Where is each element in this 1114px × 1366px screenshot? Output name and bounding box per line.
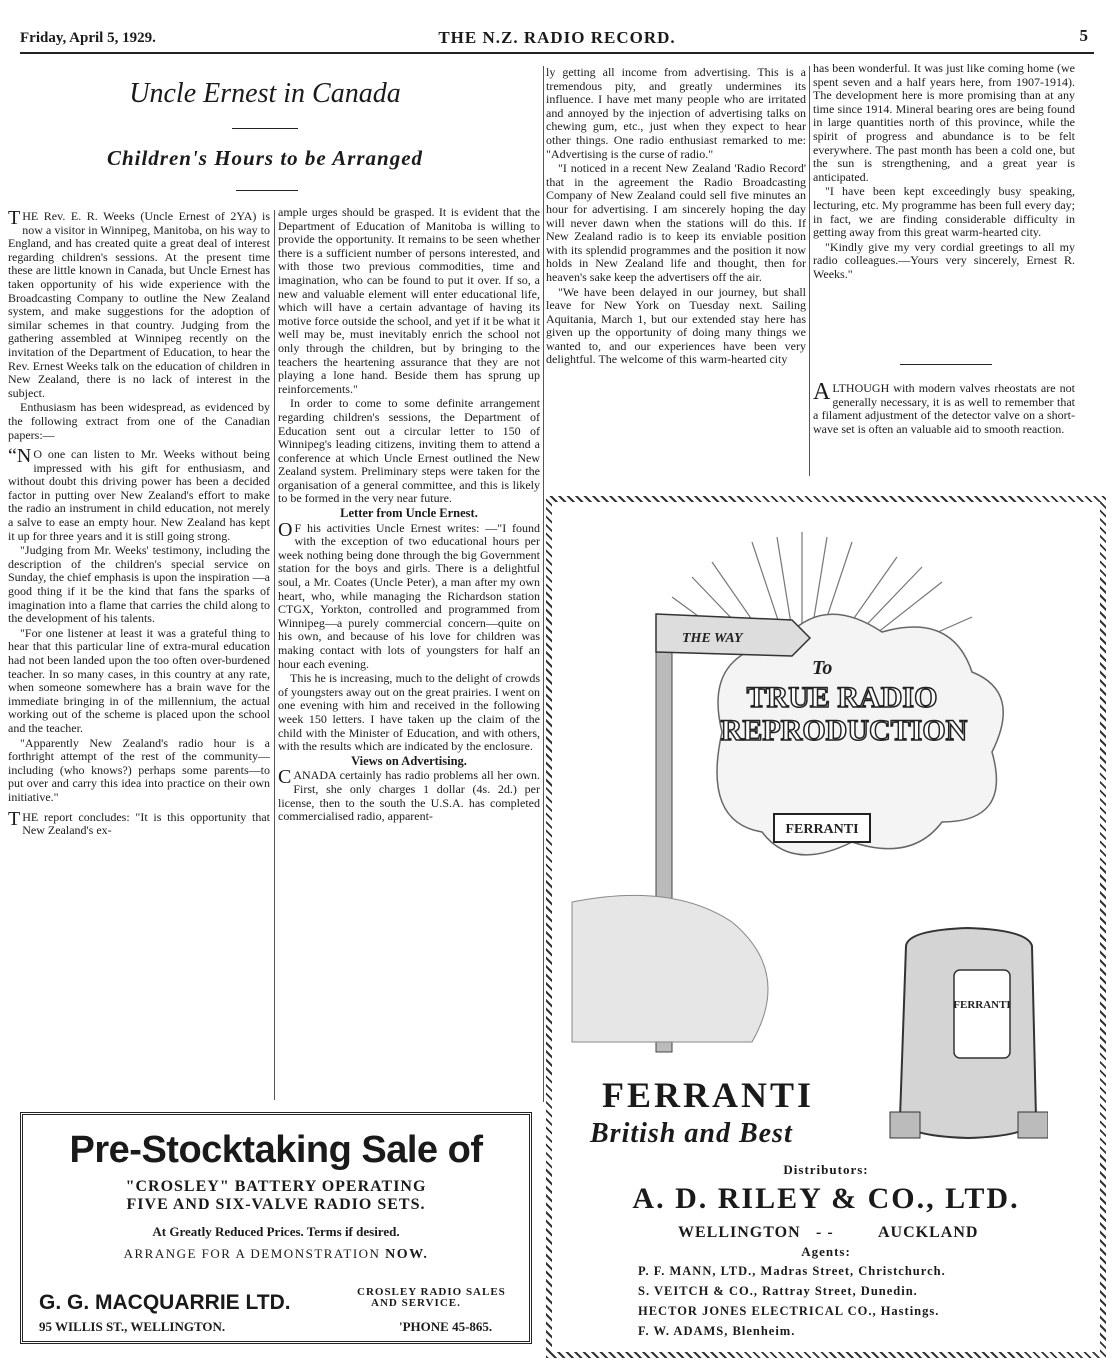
issue-date: Friday, April 5, 1929. xyxy=(20,30,156,46)
article-column-1 xyxy=(8,210,270,1102)
ferranti-tagline: British and Best xyxy=(590,1118,793,1149)
ground-shape xyxy=(572,895,768,1042)
product-label: FERRANTI xyxy=(953,999,1011,1011)
para-enthusiasm: Enthusiasm has been widespread, as evidenced by the following extract from one of the Canadian papers:— xyxy=(8,400,270,442)
agent-veitch: S. VEITCH & CO., Rattray Street, Dunedin. xyxy=(638,1284,918,1298)
para-quote-start: “N O one can listen to Mr. Weeks without being impressed with his gift for enthusiasm, and without doubt this driving power has been a decided factor in putting over New Zealand's effort to make the radio an instrument in child education, not merely a salve to ease an empty hour. New Zealand has kept it up for three years and it is still going strong. xyxy=(8,445,270,543)
para-noticed: "I noticed in a recent New Zealand 'Radio Record' that in the agreement the Radio Broadcasting Company of New Zealand could sell five minutes an hour for advertising. I am sincerely hoping the day will never dawn when the stations will do this. If New Zealand radio is to keep its enviable position with its splendid programmes and the position it now holds in New Zealand life and thought, then for heaven's sake keep the advertisers off the air. xyxy=(546,161,806,284)
para-apparently: "Apparently New Zealand's radio hour is a forthright attempt of the rest of the community—including (who knows?) perhaps some parents—to put over and carry this idea into practice on their own initiative." xyxy=(8,735,270,804)
signpost-text: THE WAY xyxy=(682,631,743,646)
to-text: To xyxy=(812,657,833,679)
distributors-label: Distributors: xyxy=(783,1162,869,1177)
para-report: THE report concludes: "It is this opportunity that New Zealand's ex- xyxy=(8,807,270,838)
slogan-line-2: REPRODUCTION xyxy=(720,714,968,747)
city-separator: - - xyxy=(816,1224,834,1241)
para-ample: ample urges should be grasped. It is evident that the Department of Education of Manitoba is willing to provide the opportunity. It remains to be seen whether there is a sufficient number of persons interested, and with those two previous commodities, time and imagination, who can be found to put it over. If so, a new and valuable element will enter educational life, which will have a certain advantage of having its motive force outside the school, and yet if it be what it well may be, must inevitably enrich the school not only through the children, but by bringing to the teachers the heartening assurance that they are not playing a lone hand. Beside them has sprung up reinforcements." xyxy=(278,206,540,396)
sale-headline: Pre-Stocktaking Sale of xyxy=(69,1129,483,1171)
sale-line-sets: FIVE AND SIX-VALVE RADIO SETS. xyxy=(126,1196,426,1213)
subhead-advertising: Views on Advertising. xyxy=(351,753,467,768)
column-divider-1 xyxy=(274,210,275,1100)
sale-line-prices: At Greatly Reduced Prices. Terms if desired. xyxy=(152,1224,400,1239)
valve-note: ALTHOUGH with modern valves rheostats are not generally necessary, it is as well to remember that a filament adjustment of the detector valve on a short-wave set is often an valuable aid to smooth reaction. xyxy=(813,382,1075,436)
title-rule xyxy=(232,128,298,129)
para-wonderful: has been wonderful. It was just like coming home (we spent seven and a half years here, from 1907-1914). The development here is more promising than at any time since 1914. Mineral bearing ores are being found in large quantities north of this province, while the spirit of progress and abundance is to be felt everywhere. The past month has been a cold one, but the sun is strengthening, and a great year is anticipated. xyxy=(813,62,1075,184)
city-auckland: AUCKLAND xyxy=(878,1224,979,1241)
para-increasing: This he is increasing, much to the delight of crowds of youngsters away out on the great prairies. I went on one evening with him and received in the following week 150 letters. I have taken up the claim of the child with the Minister of Education, and with others, with the results which are indicated by the enclosure. xyxy=(278,671,540,754)
column-divider-3 xyxy=(809,66,810,476)
agents-label: Agents: xyxy=(801,1244,851,1259)
macquarrie-name: G. G. MACQUARRIE LTD. xyxy=(39,1291,291,1314)
para-income: ly getting all income from advertising. This is a tremendous pity, and greatly undermines its influence. I have met many people who are irritated and annoyed by the injection of advertising talks on chewing gum, etc., just when they expect to hear other things. One radio enthusiast remarked to me: "Advertising is the curse of radio." xyxy=(546,66,806,161)
note-rule xyxy=(900,364,992,365)
badge-text: FERRANTI xyxy=(785,822,859,837)
sale-line-demo: ARRANGE FOR A DEMONSTRATION NOW. xyxy=(123,1246,429,1262)
article-title: Uncle Ernest in Canada xyxy=(129,78,401,109)
para-listener: "For one listener at least it was a grateful thing to hear that this particular line of extra-mural education had not been landed upon the too often over-burdened teacher. In so many cases, in this country at any rate, when someone somewhere has a brain wave for the immediate bringing in of the millennium, the actual working out of the scheme is placed upon the school and the teacher. xyxy=(8,625,270,735)
slogan-line-1: TRUE RADIO xyxy=(746,681,938,714)
para-testimony: "Judging from Mr. Weeks' testimony, including the description of the children's special service on Sunday, the chief emphasis is upon the inspiration —a good thing if it be the kind that fans the sparks of imagination into a flame that carries the child along to the development of his talents. xyxy=(8,543,270,626)
column-divider-2 xyxy=(543,66,544,1102)
article-column-3 xyxy=(546,66,806,476)
sale-line-crosley: "CROSLEY" BATTERY OPERATING xyxy=(125,1178,427,1195)
article-column-4 xyxy=(813,62,1075,362)
article-column-2 xyxy=(278,206,540,1102)
macquarrie-address: 95 WILLIS ST., WELLINGTON. xyxy=(39,1319,226,1334)
para-arrangement: In order to come to some definite arrangement regarding children's sessions, the Department of Education sent out a circular letter to 150 of Winnipeg's leading citizens, inviting them to attend a conference at which Uncle Ernest outlined the New Zealand system. Preliminary steps were taken for the organisation of a general committee, and this is likely to be formed in the very near future. xyxy=(278,396,540,506)
city-wellington: WELLINGTON xyxy=(678,1224,801,1241)
ferranti-ad xyxy=(546,496,1106,1358)
para-letter: O F his activities Uncle Ernest writes: —"I found with the exception of two educational hours per week nothing being done through the big Government station for the boys and girls. There is a delightful soul, a Mr. Coates (Uncle Peter), a man after my own heart, who, while managing the Richardson station CTGX, Yorkton, controlled and programmed from Winnipeg—a purely commercial concern—quite on his own, and because of his love for children was making contact with lots of youngsters for half an hour each evening. xyxy=(278,518,540,671)
macquarrie-phone: 'PHONE 45-865. xyxy=(399,1319,493,1334)
agent-mann: P. F. MANN, LTD., Madras Street, Christchurch. xyxy=(638,1264,946,1278)
subhead-letter: Letter from Uncle Ernest. xyxy=(340,506,478,521)
agent-hector-jones: HECTOR JONES ELECTRICAL CO., Hastings. xyxy=(638,1304,940,1318)
para-canada: CANADA certainly has radio problems all her own. First, she only charges 1 dollar (4s. 2d.) per license, then to the south the U.S.A. has completed commercialised radio, apparent- xyxy=(278,766,540,824)
ferranti-brand: FERRANTI xyxy=(602,1075,815,1115)
transformer-product xyxy=(888,922,1048,1152)
page-number: 5 xyxy=(1079,26,1088,45)
crosley-sale-ad xyxy=(20,1112,532,1344)
subtitle-rule xyxy=(236,190,298,191)
para-intro: THE Rev. E. R. Weeks (Uncle Ernest of 2YA) is now a visitor in Winnipeg, Manitoba, on his way to England, and has created quite a great deal of interest regarding children's sessions. At the present time these are little known in Canada, but Uncle Ernest has taken opportunity of his wide experience with the Broadcasting Company to outline the New Zealand system, and make suggestions for the adoption of similar schemes in that country. Judging from the gathering assembled at Winnipeg recently on the invitation of the Department of Education, to hear the Rev. Ernest Weeks talk on the education of children in New Zealand, there is no lack of interest in the subject. xyxy=(8,210,270,400)
para-delayed: "We have been delayed in our journey, but shall leave for New York on Tuesday next. Sailing Aquitania, March 1, but our extended stay here has given up the opportunity of doing many things we wanted to, and our experiences have been very delightful. The welcome of this warm-hearted city xyxy=(546,284,806,367)
article-subtitle: Children's Hours to be Arranged xyxy=(106,146,424,170)
sales-service: CROSLEY RADIO SALES AND SERVICE. xyxy=(357,1286,506,1309)
para-busy: "I have been kept exceedingly busy speaking, lecturing, etc. My programme has been full every day; in fact, we are finding considerable difficulty in getting away from this great warm-hearted city. xyxy=(813,184,1075,240)
agent-adams: F. W. ADAMS, Blenheim. xyxy=(638,1324,796,1338)
page-header xyxy=(20,26,1094,54)
para-greetings: "Kindly give my very cordial greetings to all my radio colleagues.—Yours very sincerely, Ernest R. Weeks." xyxy=(813,239,1075,281)
masthead: THE N.Z. RADIO RECORD. xyxy=(438,28,676,47)
distributor-name: A. D. RILEY & CO., LTD. xyxy=(632,1182,1020,1215)
